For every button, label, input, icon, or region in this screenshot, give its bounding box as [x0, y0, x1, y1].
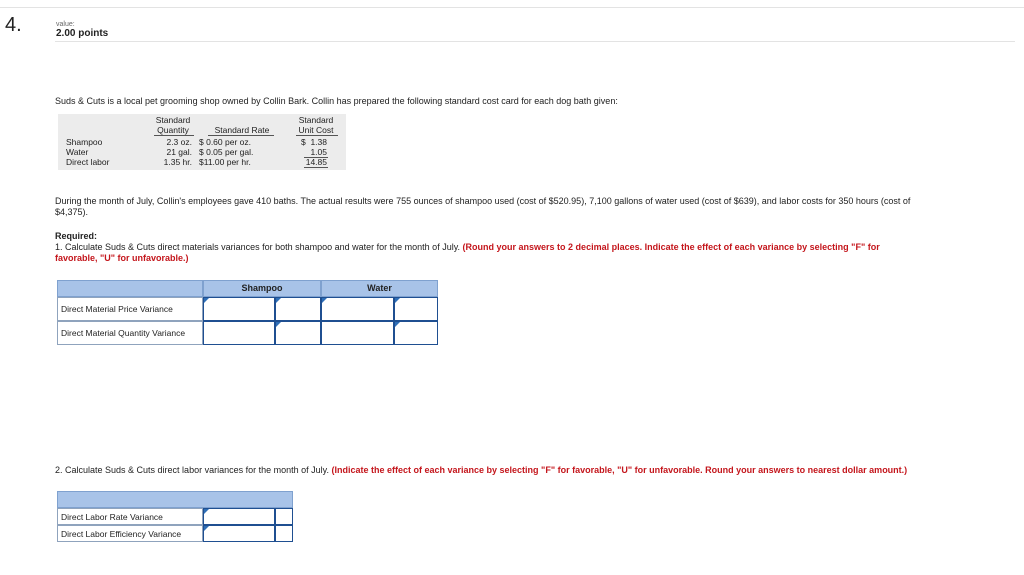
rate-variance-label: Direct Labor Rate Variance — [57, 508, 203, 525]
cost-card-quantity: 2.3 oz. — [166, 137, 192, 147]
cost-card-rate: $11.00 per hr. — [199, 157, 251, 167]
water-column-header: Water — [321, 280, 438, 297]
header-divider — [55, 41, 1015, 42]
cost-card-item: Water — [66, 147, 89, 157]
dropdown-marker-icon — [276, 322, 281, 327]
quantity-header-line2: Quantity — [157, 125, 189, 135]
quantity-variance-label: Direct Material Quantity Variance — [57, 321, 203, 345]
part1-instruction: (Round your answers to 2 decimal places. Indicate the effect of each variance by selecting "F" for — [462, 242, 880, 252]
unit-cost-header-line1: Standard — [298, 115, 334, 125]
unit-cost-header-line2: Unit Cost — [298, 125, 334, 135]
required-heading: Required: — [55, 231, 98, 241]
shampoo-column-header: Shampoo — [203, 280, 321, 297]
labor-table-header — [57, 491, 293, 508]
cost-card-quantity: 1.35 hr. — [163, 157, 192, 167]
water-price-effect-select[interactable] — [394, 297, 438, 321]
materials-table-corner-header — [57, 280, 203, 297]
cost-card-unit-cost: 1.05 — [310, 147, 327, 157]
cost-card-rate: $ 0.05 per gal. — [199, 147, 254, 157]
rate-header: Standard Rate — [214, 125, 270, 135]
part1-text: 1. Calculate Suds & Cuts direct materials variances for both shampoo and water for the month of July. — [55, 242, 461, 252]
top-divider — [0, 7, 1024, 8]
value-label: value: — [56, 21, 75, 28]
labor-efficiency-effect-select[interactable] — [275, 525, 293, 542]
shampoo-price-variance-input[interactable] — [203, 297, 275, 321]
actuals-text-line1: During the month of July, Collin's employees gave 410 baths. The actual results were 755 ounces of shampoo used (cost of $520.95), 7,100 gallons of water used (cost of $639), and labor costs for 350 hours (cost of — [55, 196, 911, 206]
quantity-header-line1: Standard — [155, 115, 191, 125]
shampoo-quantity-effect-select[interactable] — [275, 321, 321, 345]
cost-card-quantity: 21 gal. — [166, 147, 192, 157]
shampoo-price-effect-select[interactable] — [275, 297, 321, 321]
water-quantity-variance-input[interactable] — [321, 321, 394, 345]
water-quantity-effect-select[interactable] — [394, 321, 438, 345]
part2-prompt — [55, 465, 907, 476]
labor-rate-effect-select[interactable] — [275, 508, 293, 525]
part1-instruction-cont: favorable, "U" for unfavorable.) — [55, 253, 189, 263]
dropdown-marker-icon — [395, 322, 400, 327]
dropdown-marker-icon — [322, 298, 327, 303]
labor-rate-variance-input[interactable] — [203, 508, 275, 525]
part2-instruction: (Indicate the effect of each variance by selecting "F" for favorable, "U" for unfavorable. Round your answers to nearest dollar amount.) — [331, 465, 908, 475]
standard-cost-card — [58, 114, 346, 170]
cost-card-item: Shampoo — [66, 137, 103, 147]
cost-card-rate: $ 0.60 per oz. — [199, 137, 251, 147]
efficiency-variance-label: Direct Labor Efficiency Variance — [57, 525, 203, 542]
question-number: 4. — [5, 14, 22, 36]
dropdown-marker-icon — [395, 298, 400, 303]
dropdown-marker-icon — [204, 509, 209, 514]
materials-variance-table — [57, 280, 439, 346]
labor-efficiency-variance-input[interactable] — [203, 525, 275, 542]
dropdown-marker-icon — [204, 298, 209, 303]
labor-variance-table — [57, 491, 294, 543]
dropdown-marker-icon — [204, 526, 209, 531]
intro-text: Suds & Cuts is a local pet grooming shop owned by Collin Bark. Collin has prepared the following standard cost card for each dog bath given: — [55, 96, 618, 106]
cost-card-item: Direct labor — [66, 157, 110, 167]
part2-text: 2. Calculate Suds & Cuts direct labor variances for the month of July. — [55, 465, 329, 475]
price-variance-label: Direct Material Price Variance — [57, 297, 203, 321]
water-price-variance-input[interactable] — [321, 297, 394, 321]
actuals-text-line2: $4,375). — [55, 207, 89, 217]
part1-prompt — [55, 242, 880, 253]
points-value: 2.00 points — [56, 28, 109, 39]
shampoo-quantity-variance-input[interactable] — [203, 321, 275, 345]
dropdown-marker-icon — [276, 298, 281, 303]
cost-card-unit-cost: 14.85 — [305, 157, 327, 167]
cost-card-unit-cost: $ 1.38 — [301, 137, 327, 147]
